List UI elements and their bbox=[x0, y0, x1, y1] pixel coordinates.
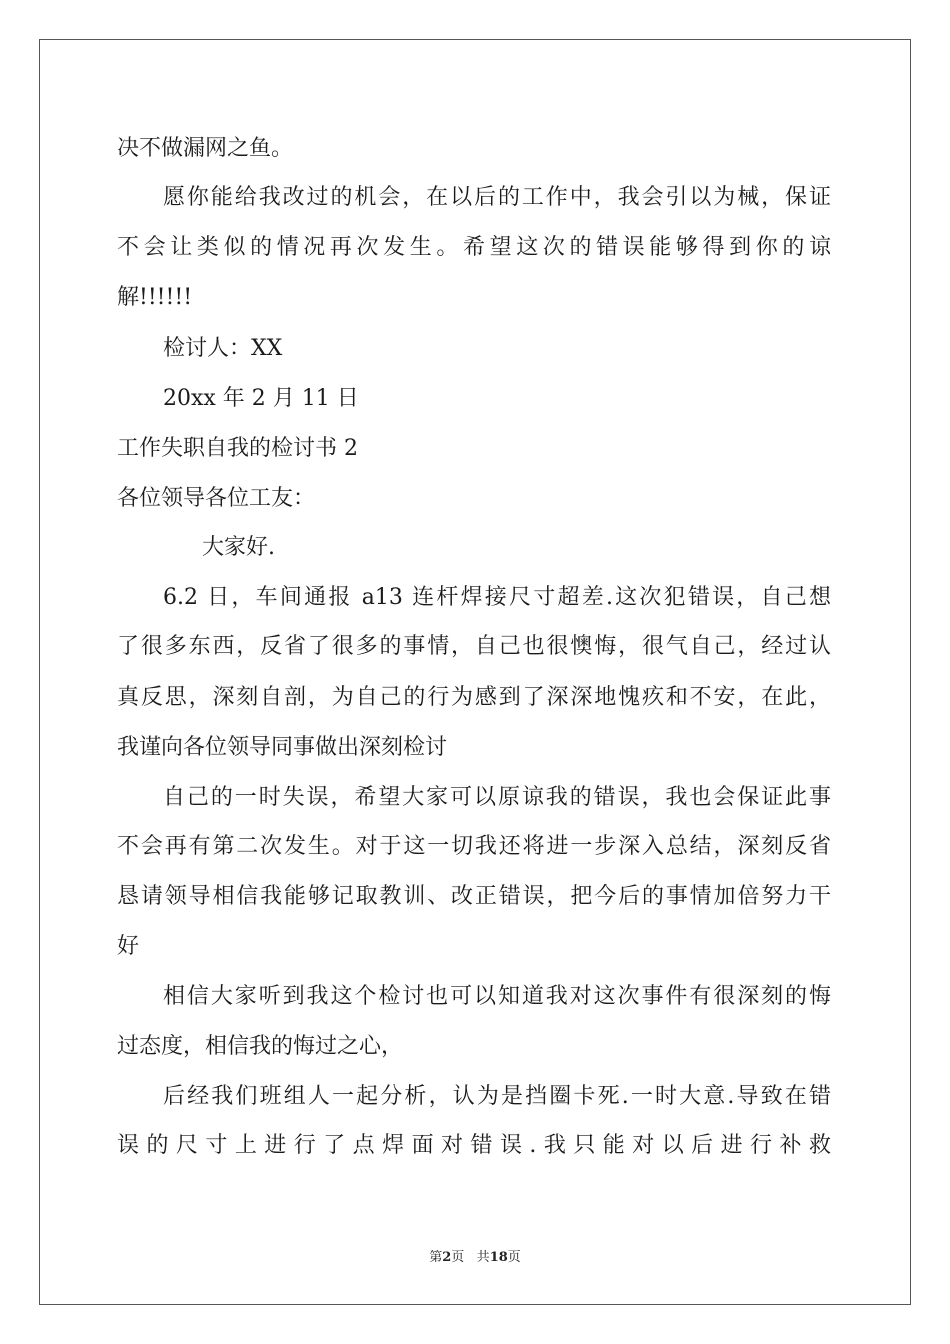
text-line: 不会让类似的情况再次发生。希望这次的错误能够得到你的谅 bbox=[117, 235, 831, 260]
signer: 检讨人：XX bbox=[163, 336, 283, 361]
text-line: 我谨向各位领导同事做出深刻检讨 bbox=[117, 735, 448, 760]
footer-page-prefix: 第 bbox=[429, 1250, 443, 1265]
text-line: 自己的一时失误，希望大家可以原谅我的错误，我也会保证此事 bbox=[163, 785, 831, 810]
footer-total-pages: 18 bbox=[489, 1250, 508, 1265]
text-line: 6.2 日，车间通报 a13 连杆焊接尺寸超差.这次犯错误，自己想 bbox=[163, 585, 831, 610]
footer-page-number: 2 bbox=[442, 1250, 452, 1265]
page-border bbox=[39, 39, 911, 1305]
text-line: 不会再有第二次发生。对于这一切我还将进一步深入总结，深刻反省 bbox=[117, 834, 831, 859]
document-title: 工作失职自我的检讨书 2 bbox=[117, 436, 358, 461]
salutation: 各位领导各位工友： bbox=[117, 486, 316, 511]
text-line: 误的尺寸上进行了点焊面对错误.我只能对以后进行补救 bbox=[117, 1133, 831, 1158]
text-line: 过态度，相信我的悔过之心， bbox=[117, 1034, 404, 1059]
footer-total-suffix: 页 bbox=[507, 1250, 521, 1265]
text-line: 相信大家听到我这个检讨也可以知道我对这次事件有很深刻的悔 bbox=[163, 984, 831, 1009]
text-line: 解!!!!!! bbox=[117, 285, 193, 310]
date: 20xx 年 2 月 11 日 bbox=[163, 386, 359, 411]
greeting: 大家好. bbox=[202, 535, 275, 560]
text-line: 决不做漏网之鱼。 bbox=[117, 136, 294, 161]
text-line: 好 bbox=[117, 934, 140, 959]
text-line: 了很多东西，反省了很多的事情，自己也很懊悔，很气自己，经过认 bbox=[117, 634, 831, 659]
text-line: 真反思，深刻自剖，为自己的行为感到了深深地愧疚和不安，在此， bbox=[117, 685, 831, 710]
footer-total-prefix: 共 bbox=[476, 1250, 490, 1265]
text-line: 愿你能给我改过的机会，在以后的工作中，我会引以为械，保证 bbox=[163, 185, 831, 210]
text-line: 后经我们班组人一起分析，认为是挡圈卡死.一时大意.导致在错 bbox=[163, 1084, 831, 1109]
text-line: 恳请领导相信我能够记取教训、改正错误，把今后的事情加倍努力干 bbox=[117, 884, 831, 909]
footer-page-suffix: 页 bbox=[451, 1250, 465, 1265]
page-footer bbox=[0, 1246, 950, 1265]
